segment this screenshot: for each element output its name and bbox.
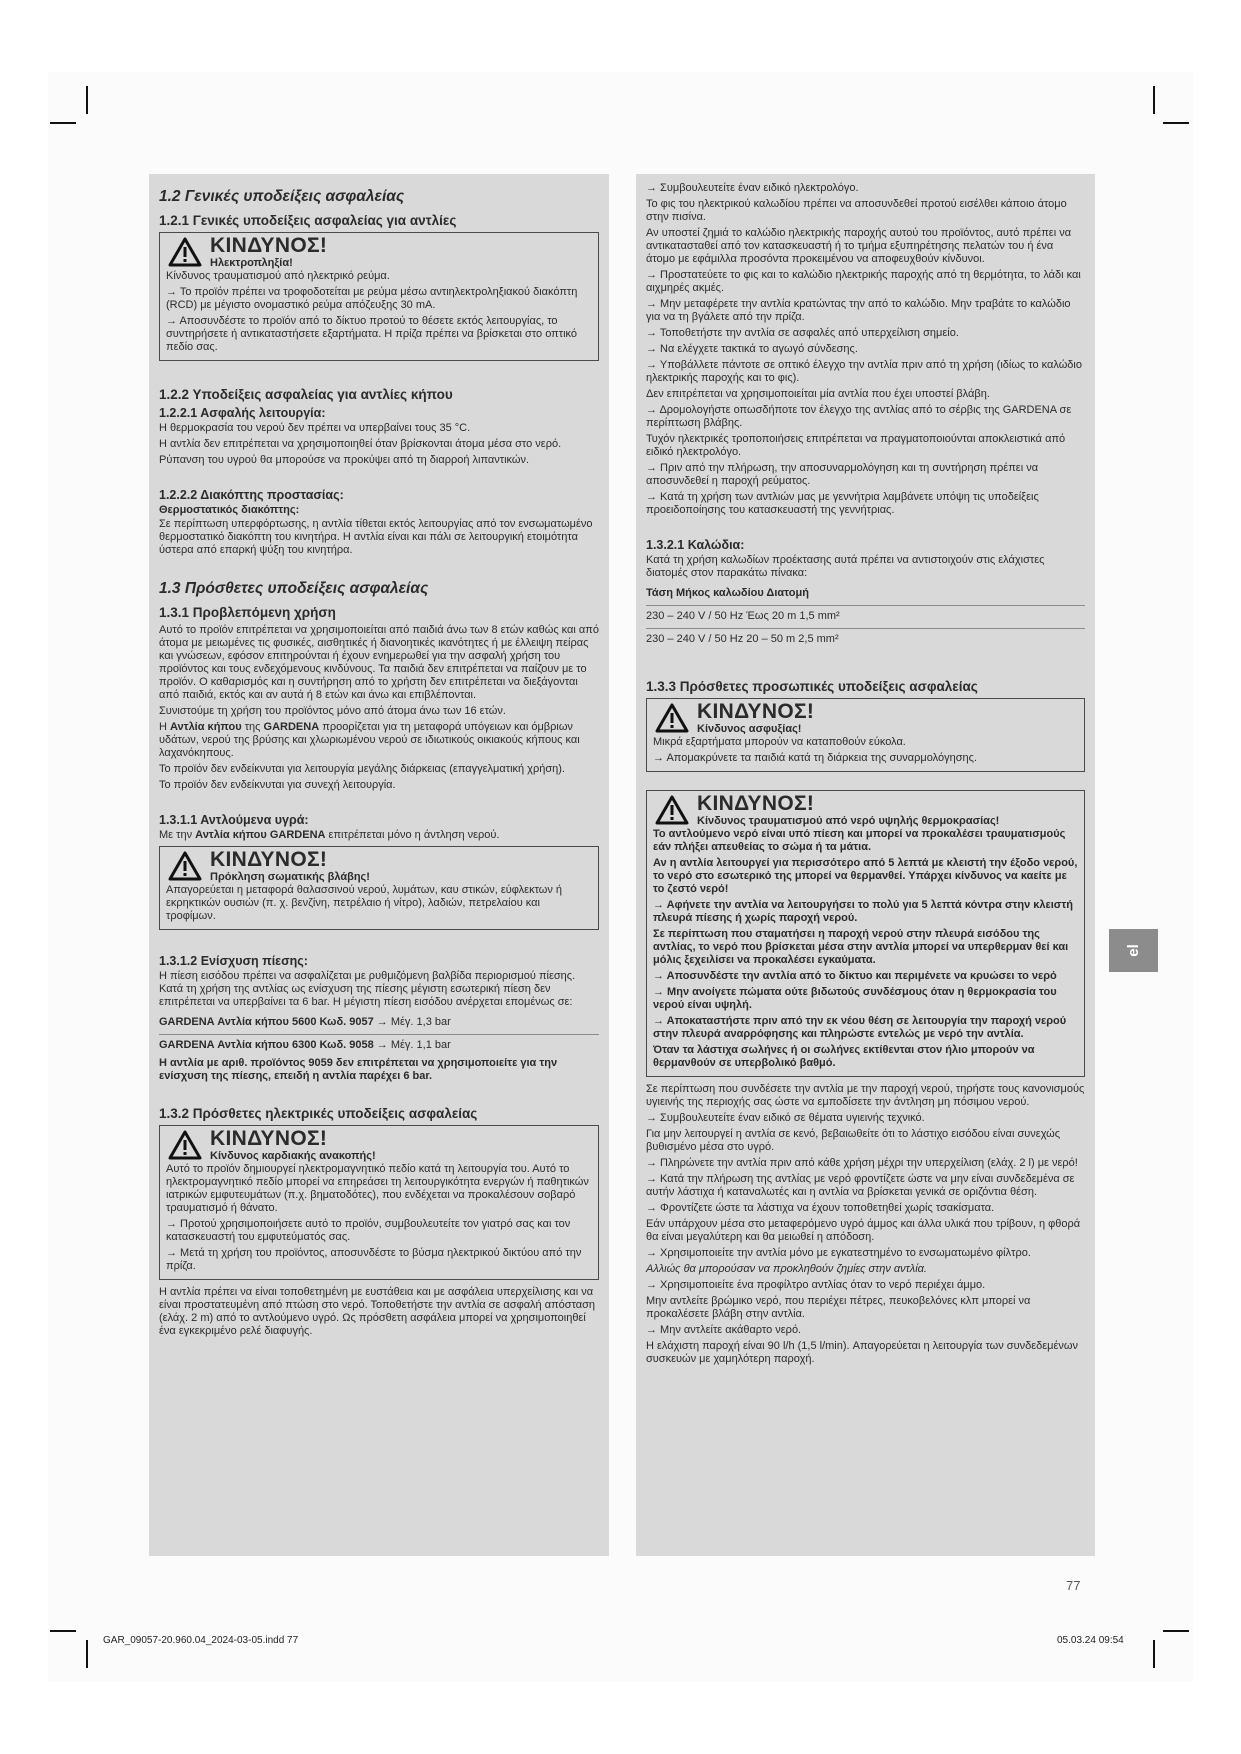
danger-text: Αυτό το προϊόν δημιουργεί ηλεκτρομαγνητικό πεδίο κατά τη λειτουργία του. Αυτό το ηλεκτρομαγνητικό πεδίο μπορεί να επηρεάσει τη λειτουργικότητα ενεργών ή παθητικών ιατρικών εμφυτευμάτων (π.χ. βηματοδότες), που ενδέχεται να προκαλέσουν σοβαρό τραυματισμό ή θάνατο. <box>166 1163 589 1214</box>
danger-text: → Απομακρύνετε τα παιδιά κατά τη διάρκεια της συναρμολόγησης. <box>653 752 977 764</box>
warning-triangle-icon <box>655 795 689 825</box>
footer-filename: GAR_09057-20.960.04_2024-03-05.indd 77 <box>103 1635 299 1646</box>
danger-box-cardiac <box>159 1125 599 1280</box>
heading-1-2-2-2: 1.2.2.2 Διακόπτης προστασίας: <box>159 488 344 502</box>
paragraph: Η πίεση εισόδου πρέπει να ασφαλίζεται με ρυθμιζόμενη βαλβίδα περιορισμού πίεσης. Κατά τη χρήση της αντλίας ως ενίσχυση της πίεσης μέγιστη εσωτερική πίεση δεν επιτρέπεται να υπερβαίνει τα 6 bar. Η μέγιστη πίεση εισόδου ανέρχεται επομένως σε: <box>159 970 576 1008</box>
cable-table-row: 230 – 240 V / 50 Hz 20 – 50 m 2,5 mm² <box>646 633 839 645</box>
danger-text: Όταν τα λάστιχα σωλήνες ή οι σωλήνες εκτίθενται στον ήλιο μπορούν να θερμανθούν σε υπερβολικό βαθμό. <box>653 1044 1035 1069</box>
danger-subtitle: Πρόκληση σωματικής βλάβης! <box>210 871 370 883</box>
heading-1-3-1-2: 1.3.1.2 Ενίσχυση πίεσης: <box>159 954 308 968</box>
crop-mark <box>86 86 88 114</box>
paragraph: Η ελάχιστη παροχή είναι 90 l/h (1,5 l/min). Απαγορεύεται η λειτουργία των συνδεδεμένων συσκευών με χαμηλότερη παροχή. <box>646 1340 1078 1365</box>
heading-1-3-3: 1.3.3 Πρόσθετες προσωπικές υποδείξεις ασφαλείας <box>646 679 978 694</box>
danger-text: Απαγορεύεται η μεταφορά θαλασσινού νερού, λυμάτων, καυ στικών, εύφλεκτων ή εκρηκτικών ουσιών (π. χ. βενζίνη, πετρέλαιο ή νίτρο), λαδιών, πετρελαίου και τροφίμων. <box>166 884 563 922</box>
heading-1-3-1-1: 1.3.1.1 Αντλούμενα υγρά: <box>159 813 309 827</box>
danger-title: ΚΙΝΔΥΝΟΣ! <box>697 700 815 723</box>
danger-text: Σε περίπτωση που σταματήσει η παροχή νερού στην πλευρά εισόδου της αντλίας, το νερό που βρίσκεται μέσα στην αντλία μπορεί να υπερθερμαν θεί και μόλις ξεχειλίσει να προκαλέσει εγκαύματα. <box>653 928 1069 966</box>
danger-text: Μικρά εξαρτήματα μπορούν να καταποθούν εύκολα. <box>653 736 906 748</box>
heading-1-3: 1.3 Πρόσθετες υποδείξεις ασφαλείας <box>159 580 429 597</box>
crop-mark <box>50 1630 76 1632</box>
paragraph: Αν υποστεί ζημιά το καλώδιο ηλεκτρικής παροχής αυτού του προϊόντος, αυτό πρέπει να αντικατασταθεί από τον κατασκευαστή ή το τμήμα εξυπηρέτησης πελατών του ή ένα άτομο με εφάμιλλα προσόντα προκειμένου να αποφευχθούν κίνδυνοι. <box>646 227 1072 265</box>
danger-box-suffocation <box>646 698 1085 772</box>
paragraph: Αυτό το προϊόν επιτρέπεται να χρησιμοποιείται από παιδιά άνω των 8 ετών καθώς και από άτομα με μειωμένες τις φυσικές, αισθητικές ή διανοητικές ικανότητες ή με έλλειψη πείρας και γνώσεων, εφόσον επιτηρούνται ή έχουν ενημερωθεί για την ασφαλή χρήση του προϊόντος και τους ενδεχόμενους κινδύνους. Τα παιδιά δεν επιτρέπεται να παίζουν με το προϊόν. Ο καθαρισμός και η συντήρηση από το χρήστη δεν επιτρέπεται να διεξάγονται από παιδιά, εκτός και αν αυτά ή 8 ετών και άνω και επιβλέπονται. <box>159 624 599 701</box>
crop-mark <box>50 122 76 124</box>
paragraph: Η αντλία πρέπει να είναι τοποθετημένη με ευστάθεια και με ασφάλεια υπερχείλισης και να είναι προστατευμένη από πτώση στο νερό. Τοποθετήστε την αντλία σε ασφαλή απόσταση (ελάχ. 2 m) από το αντλούμενο υγρό. Ως πρόσθετη ασφάλεια μπορεί να χρησιμοποιηθεί ένα εγκεκριμένο ρελέ διαφυγής. <box>159 1286 596 1337</box>
danger-text: Αν η αντλία λειτουργεί για περισσότερο από 5 λεπτά με κλειστή την έξοδο νερού, το νερό στο εσωτερικό της μπορεί να θερμανθεί. Υπάρχει κίνδυνος να καείτε με το ζεστό νερό! <box>653 857 1078 895</box>
paragraph: Με την Αντλία κήπου GARDENA επιτρέπεται μόνο η άντληση νερού. <box>159 829 500 841</box>
paragraph: → Να ελέγχετε τακτικά το αγωγό σύνδεσης. <box>646 343 858 355</box>
paragraph: → Υποβάλλετε πάντοτε σε οπτικό έλεγχο την αντλία πριν από τη χρήση (ιδίως το καλώδιο ηλεκτρικής παροχής και το φις). <box>646 359 1082 384</box>
heading-1-2-1: 1.2.1 Γενικές υποδείξεις ασφαλείας για αντλίες <box>159 213 457 228</box>
paragraph: Τυχόν ηλεκτρικές τροποποιήσεις επιτρέπεται να πραγματοποιούνται αποκλειστικά από ειδικό ηλεκτρολόγο. <box>646 433 1066 458</box>
danger-title: ΚΙΝΔΥΝΟΣ! <box>210 848 328 871</box>
paragraph: → Συμβουλευτείτε έναν ειδικό σε θέματα υγιεινής τεχνικό. <box>646 1112 925 1124</box>
heading-1-2-2: 1.2.2 Υποδείξεις ασφαλείας για αντλίες κήπου <box>159 387 453 402</box>
paragraph: Κατά τη χρήση καλωδίων προέκτασης αυτά πρέπει να αντιστοιχούν στις ελάχιστες διατομές στον παρακάτω πίνακα: <box>646 554 1045 579</box>
paragraph: → Φροντίζετε ώστε τα λάστιχα να έχουν τοποθετηθεί χωρίς τσακίσματα. <box>646 1202 995 1214</box>
danger-subtitle: Κίνδυνος τραυματισμού από νερό υψηλής θερμοκρασίας! <box>697 815 1000 827</box>
danger-text: → Το προϊόν πρέπει να τροφοδοτείται με ρεύμα μέσω αντιηλεκτροληξιακού διακόπτη (RCD) με μέγιστο ονομαστικό ρεύμα απόζευξης 30 mA. <box>166 286 578 311</box>
paragraph: → Συμβουλευτείτε έναν ειδικό ηλεκτρολόγο. <box>646 182 859 194</box>
paragraph: → Τοποθετήστε την αντλία σε ασφαλές από υπερχείλιση σημείο. <box>646 327 959 339</box>
paragraph: Η θερμοκρασία του νερού δεν πρέπει να υπερβαίνει τους 35 °C. <box>159 422 471 434</box>
danger-text: Το αντλούμενο νερό είναι υπό πίεση και μπορεί να προκαλέσει τραυματισμούς εάν πλήξει απευθείας το σώμα ή τα μάτια. <box>653 828 1066 853</box>
heading-1-3-2: 1.3.2 Πρόσθετες ηλεκτρικές υποδείξεις ασφαλείας <box>159 1106 478 1121</box>
paragraph: Η αντλία δεν επιτρέπεται να χρησιμοποιηθεί όταν βρίσκονται άτομα μέσα στο νερό. <box>159 438 562 450</box>
danger-text: → Προτού χρησιμοποιήσετε αυτό το προϊόν, συμβουλευτείτε τον γιατρό σας και τον κατασκευαστή του εμφυτεύματός σας. <box>166 1218 571 1243</box>
danger-box-electric <box>159 232 599 361</box>
paragraph-bold: Η αντλία με αριθ. προϊόντος 9059 δεν επιτρέπεται να χρησιμοποιείτε για την ενίσχυση της πίεσης, επειδή η αντλία παρέχει 6 bar. <box>159 1057 558 1082</box>
paragraph: Σε περίπτωση υπερφόρτωσης, η αντλία τίθεται εκτός λειτουργίας από τον ενσωματωμένο θερμοστατικό διακόπτη του κινητήρα. Η αντλία είναι και πάλι σε λειτουργική ετοιμότητα ύστερα από επαρκή ψύξη του κινητήρα. <box>159 518 593 556</box>
heading-1-3-2-1: 1.3.2.1 Καλώδια: <box>646 538 745 552</box>
danger-subtitle: Κίνδυνος καρδιακής ανακοπής! <box>210 1150 376 1162</box>
pressure-row: GARDENA Αντλία κήπου 6300 Κωδ. 9058 → Μέγ. 1,1 bar <box>159 1039 451 1051</box>
heading-1-2-2-1: 1.2.2.1 Ασφαλής λειτουργία: <box>159 406 326 420</box>
crop-mark <box>1153 86 1155 114</box>
paragraph: → Προστατεύετε το φις και το καλώδιο ηλεκτρικής παροχής από τη θερμότητα, το λάδι και αιχμηρές ακμές. <box>646 269 1081 294</box>
paragraph: → Πριν από την πλήρωση, την αποσυναρμολόγηση και τη συντήρηση πρέπει να αποσυνδεθεί η παροχή ρεύματος. <box>646 462 1039 487</box>
crop-mark <box>86 1640 88 1668</box>
danger-text: → Αποκαταστήστε πριν από την εκ νέου θέση σε λειτουργία την παροχή νερού στην πλευρά αναρρόφησης και πληρώστε εντελώς με νερό την αντλία. <box>653 1015 1067 1040</box>
paragraph: Το προϊόν δεν ενδείκνυται για λειτουργία μεγάλης διάρκειας (επαγγελματική χρήση). <box>159 763 565 775</box>
paragraph: Σε περίπτωση που συνδέσετε την αντλία με την παροχή νερού, τηρήστε τους κανονισμούς υγιεινής της περιοχής σας ώστε να εμποδίσετε την άντληση μη πόσιμου νερού. <box>646 1083 1085 1108</box>
danger-subtitle: Κίνδυνος ασφυξίας! <box>697 723 802 735</box>
paragraph: Ρύπανση του υγρού θα μπορούσε να προκύψει από τη διαρροή λιπαντικών. <box>159 454 530 466</box>
heading-1-3-1: 1.3.1 Προβλεπόμενη χρήση <box>159 605 336 620</box>
paragraph: → Κατά την πλήρωση της αντλίας με νερό φροντίζετε ώστε να μην είναι συνδεδεμένα σε αυτήν λάστιχα ή καταναλωτές και η αντλία να βρίσκεται γενικά σε οριζόντια θέση. <box>646 1173 1075 1198</box>
crop-mark <box>1163 1630 1189 1632</box>
cable-table-header: Τάση Μήκος καλωδίου Διατομή <box>646 583 1085 606</box>
paragraph-italic: Αλλιώς θα μπορούσαν να προκληθούν ζημίες στην αντλία. <box>646 1263 927 1275</box>
paragraph: → Χρησιμοποιείτε την αντλία μόνο με εγκατεστημένο το ενσωματωμένο φίλτρο. <box>646 1247 1031 1259</box>
paragraph: Το προϊόν δεν ενδείκνυται για συνεχή λειτουργία. <box>159 779 396 791</box>
paragraph: Δεν επιτρέπεται να χρησιμοποιείται μία αντλία που έχει υποστεί βλάβη. <box>646 388 990 400</box>
danger-text: → Μην ανοίγετε πώματα ούτε βιδωτούς συνδέσμους όταν η θερμοκρασία του νερού είναι υψηλή. <box>653 986 1057 1011</box>
crop-mark <box>1153 1640 1155 1668</box>
danger-box-hot-water <box>646 790 1085 1077</box>
paragraph: → Πληρώνετε την αντλία πριν από κάθε χρήση μέχρι την υπερχείλιση (ελάχ. 2 l) με νερό! <box>646 1157 1078 1169</box>
crop-mark <box>1163 122 1189 124</box>
paragraph: Το φις του ηλεκτρικού καλωδίου πρέπει να αποσυνδεθεί προτού εισέλθει κάποιο άτομο στην πισίνα. <box>646 198 1067 223</box>
warning-triangle-icon <box>168 1130 202 1160</box>
paragraph: Η Αντλία κήπου της GARDENA προορίζεται για τη μεταφορά υπόγειων και όμβριων υδάτων, νερού της βρύσης και χλωριωμένου νερού σε ιδιωτικούς οικιακούς κήπους και λαχανόκηπους. <box>159 721 580 759</box>
heading-1-2: 1.2 Γενικές υποδείξεις ασφαλείας <box>159 188 405 205</box>
paragraph: Για μην λειτουργεί η αντλία σε κενό, βεβαιωθείτε ότι το λάστιχο εισόδου είναι συνεχώς βυθισμένο μέσα στο υγρό. <box>646 1128 1061 1153</box>
paragraph: → Μην μεταφέρετε την αντλία κρατώντας την από το καλώδιο. Μην τραβάτε το καλώδιο για να τη βγάλετε από την πρίζα. <box>646 298 1071 323</box>
cable-table-row: 230 – 240 V / 50 Hz Έως 20 m 1,5 mm² <box>646 606 1085 629</box>
danger-subtitle: Ηλεκτροπληξία! <box>210 257 293 269</box>
warning-triangle-icon <box>168 851 202 881</box>
page-number: 77 <box>1066 1578 1081 1593</box>
paragraph: Μην αντλείτε βρώμικο νερό, που περιέχει πέτρες, πευκοβελόνες κλπ μπορεί να προκαλέσετε βλάβη στην αντλία. <box>646 1295 1031 1320</box>
danger-box-injury <box>159 846 599 930</box>
footer-timestamp: 05.03.24 09:54 <box>1057 1635 1124 1646</box>
paragraph: → Κατά τη χρήση των αντλιών μας με γεννήτρια λαμβάνετε υπόψη τις υποδείξεις προειδοποίησης του κατασκευαστή της γεννήτριας. <box>646 491 1039 516</box>
danger-title: ΚΙΝΔΥΝΟΣ! <box>210 1127 328 1150</box>
danger-text: → Μετά τη χρήση του προϊόντος, αποσυνδέστε το βύσμα ηλεκτρικού δικτύου από την πρίζα. <box>166 1247 582 1272</box>
paragraph: → Μην αντλείτε ακάθαρτο νερό. <box>646 1324 802 1336</box>
paragraph: → Δρομολογήστε οπωσδήποτε τον έλεγχο της αντλίας από το σέρβις της GARDENA σε περίπτωση βλάβης. <box>646 404 1072 429</box>
paragraph: Εάν υπάρχουν μέσα στο μεταφερόμενο υγρό άμμος και άλλα υλικά που τρίβουν, η φθορά θα είναι μεγαλύτερη και θα μειωθεί η απόδοση. <box>646 1218 1081 1243</box>
paragraph: Συνιστούμε τη χρήση του προϊόντος μόνο από άτομα άνω των 16 ετών. <box>159 705 506 717</box>
left-column <box>149 174 609 1556</box>
danger-text: → Αποσυνδέστε την αντλία από το δίκτυο και περιμένετε να κρυώσει το νερό <box>653 970 1057 982</box>
danger-text: Κίνδυνος τραυματισμού από ηλεκτρικό ρεύμα. <box>166 270 390 282</box>
danger-title: ΚΙΝΔΥΝΟΣ! <box>210 234 328 257</box>
danger-text: → Αποσυνδέστε το προϊόν από το δίκτυο προτού το θέσετε εκτός λειτουργίας, το συντηρήσετε ή αντικαταστήσετε εξαρτήματα. Η πρίζα πρέπει να βρίσκεται στο οπτικό πεδίο σας. <box>166 315 578 353</box>
right-column <box>636 174 1095 1556</box>
warning-triangle-icon <box>655 703 689 733</box>
paragraph: → Χρησιμοποιείτε ένα προφίλτρο αντλίας όταν το νερό περιέχει άμμο. <box>646 1279 986 1291</box>
danger-text: → Αφήνετε την αντλία να λειτουργήσει το πολύ για 5 λεπτά κόντρα στην κλειστή πλευρά πίεσης ή χωρίς παροχή νερού. <box>653 899 1073 924</box>
warning-triangle-icon <box>168 237 202 267</box>
danger-title: ΚΙΝΔΥΝΟΣ! <box>697 792 815 815</box>
pressure-row: GARDENA Αντλία κήπου 5600 Κωδ. 9057 → Μέγ. 1,3 bar <box>159 1012 599 1035</box>
subheading: Θερμοστατικός διακόπτης: <box>159 504 300 516</box>
language-tab: el <box>1109 929 1158 972</box>
